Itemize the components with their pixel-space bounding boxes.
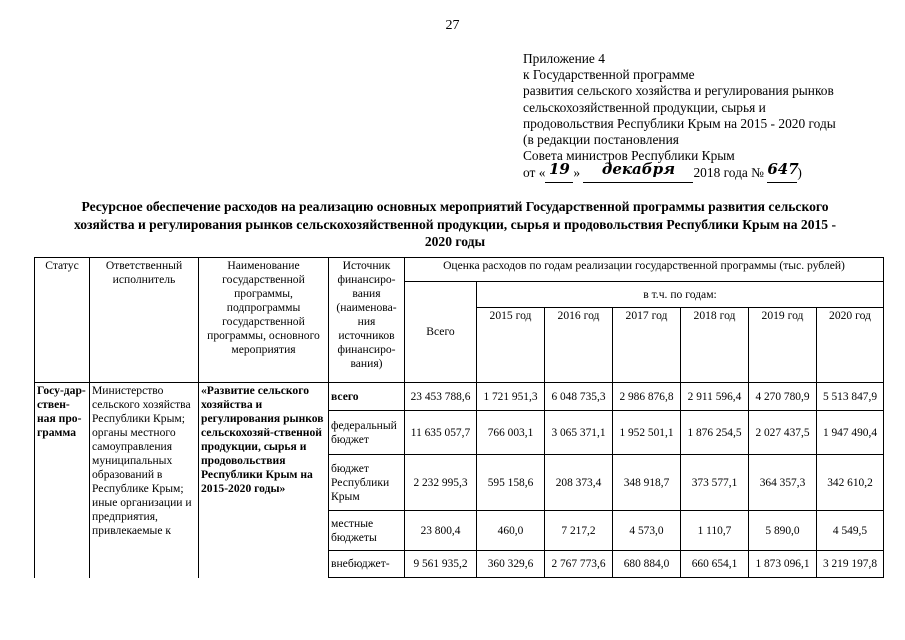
- header-by-years: в т.ч. по годам:: [477, 282, 884, 308]
- number-underline: [767, 160, 799, 182]
- year-cell: 7 217,2: [545, 511, 613, 551]
- year-cell: 595 158,6: [477, 455, 545, 511]
- year-cell: 2 767 773,6: [545, 551, 613, 578]
- appendix-line: сельскохозяйственной продукции, сырья и: [523, 99, 766, 115]
- header-status: Статус: [35, 258, 90, 383]
- total-cell: 11 635 057,7: [405, 411, 477, 455]
- source-cell: местные бюджеты: [329, 511, 405, 551]
- year-cell: 2 027 437,5: [749, 411, 817, 455]
- year-cell: 1 110,7: [681, 511, 749, 551]
- total-cell: 9 561 935,2: [405, 551, 477, 578]
- document-title: Ресурсное обеспечение расходов на реализацию основных мероприятий Государственной программы развития сельского хозяйства и регулирования рынков сельскохозяйственной продукции, сырья и продовольствия Республики Крым на 2015 - 2020 годы: [73, 199, 837, 249]
- year-cell: 5 890,0: [749, 511, 817, 551]
- resource-table: [34, 257, 884, 578]
- executor-cell: Министерство сельского хозяйства Республики Крым; органы местного самоуправления муниципальных образований в Республике Крым; иные организации и предприятия, привлекаемые к: [90, 383, 199, 578]
- year-cell: 1 947 490,4: [817, 411, 884, 455]
- day-underline: [545, 160, 573, 182]
- handwritten-day: 19: [548, 160, 570, 179]
- header-executor: Ответственный исполнитель: [90, 258, 199, 383]
- source-cell: федеральный бюджет: [329, 411, 405, 455]
- header-name: Наименование государственной программы, подпрограммы государственной программы, основного мероприятия: [199, 258, 329, 383]
- year-cell: 373 577,1: [681, 455, 749, 511]
- program-name-cell: «Развитие сельского хозяйства и регулирования рынков сельскохозяй-ственной продукции, сырья и продовольствия Республики Крым на 2015-2020 годы»: [199, 383, 329, 578]
- total-cell: 23 800,4: [405, 511, 477, 551]
- handwritten-number: 647: [767, 160, 799, 179]
- year-cell: 4 549,5: [817, 511, 884, 551]
- appendix-line: (в редакции постановления: [523, 132, 679, 148]
- header-total: Всего: [405, 282, 477, 383]
- year-cell: 1 721 951,3: [477, 383, 545, 411]
- year-cell: 1 952 501,1: [613, 411, 681, 455]
- year-cell: 6 048 735,3: [545, 383, 613, 411]
- year-cell: 680 884,0: [613, 551, 681, 578]
- header-year: 2019 год: [749, 308, 817, 383]
- source-cell: всего: [329, 383, 405, 411]
- appendix-line: развития сельского хозяйства и регулирования рынков: [523, 83, 834, 99]
- appendix-line: продовольствия Республики Крым на 2015 - 2020 годы: [523, 115, 836, 131]
- handwritten-month: декабря: [601, 160, 676, 179]
- header-row: [35, 258, 884, 282]
- header-year: 2016 год: [545, 308, 613, 383]
- header-year: 2015 год: [477, 308, 545, 383]
- header-year: 2020 год: [817, 308, 884, 383]
- header-year: 2018 год: [681, 308, 749, 383]
- source-cell: внебюджет-: [329, 551, 405, 578]
- year-text: 2018 года №: [693, 165, 764, 181]
- total-cell: 23 453 788,6: [405, 383, 477, 411]
- year-cell: 360 329,6: [477, 551, 545, 578]
- year-cell: 348 918,7: [613, 455, 681, 511]
- year-cell: 5 513 847,9: [817, 383, 884, 411]
- source-cell: бюджет Республики Крым: [329, 455, 405, 511]
- year-cell: 4 573,0: [613, 511, 681, 551]
- date-prefix: от «: [523, 165, 546, 181]
- year-cell: 3 219 197,8: [817, 551, 884, 578]
- year-cell: 2 911 596,4: [681, 383, 749, 411]
- header-year: 2017 год: [613, 308, 681, 383]
- year-cell: 2 986 876,8: [613, 383, 681, 411]
- date-mid: »: [573, 165, 581, 181]
- resolution-date-line: [523, 160, 836, 182]
- year-cell: 460,0: [477, 511, 545, 551]
- appendix-line: к Государственной программе: [523, 67, 695, 83]
- year-cell: 4 270 780,9: [749, 383, 817, 411]
- total-cell: 2 232 995,3: [405, 455, 477, 511]
- header-estimate: Оценка расходов по годам реализации государственной программы (тыс. рублей): [405, 258, 884, 282]
- appendix-line: Совета министров Республики Крым: [523, 148, 735, 164]
- header-source: Источник финансиро-вания (наименова-ния источников финансиро-вания): [329, 258, 405, 383]
- year-cell: 208 373,4: [545, 455, 613, 511]
- year-cell: 1 873 096,1: [749, 551, 817, 578]
- year-cell: 1 876 254,5: [681, 411, 749, 455]
- appendix-line: Приложение 4: [523, 51, 605, 66]
- appendix-block: [523, 51, 836, 183]
- year-cell: 660 654,1: [681, 551, 749, 578]
- year-cell: 342 610,2: [817, 455, 884, 511]
- month-underline: [583, 160, 693, 182]
- year-cell: 766 003,1: [477, 411, 545, 455]
- year-cell: 3 065 371,1: [545, 411, 613, 455]
- status-cell: Госу-дар-ствен-ная про-грамма: [35, 383, 90, 578]
- page-number: 27: [445, 18, 460, 33]
- table-row: [35, 383, 884, 411]
- year-cell: 364 357,3: [749, 455, 817, 511]
- date-suffix: ): [797, 165, 802, 181]
